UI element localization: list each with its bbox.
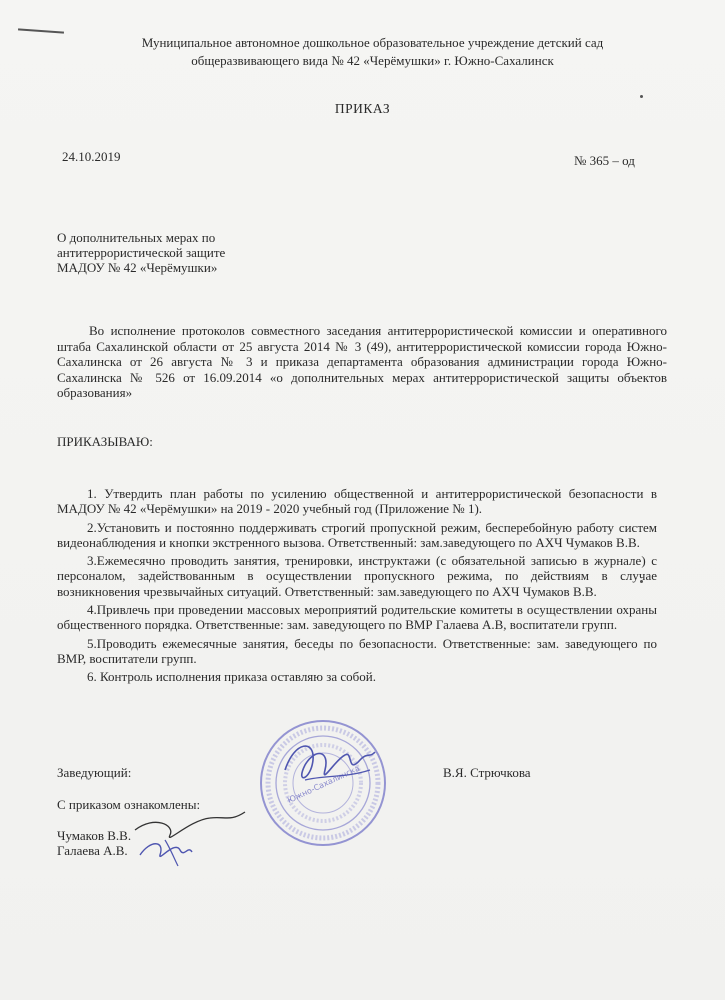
scan-speck bbox=[640, 95, 643, 98]
order-item: 3.Ежемесячно проводить занятия, тренировки, инструктажи (с обязательной записью в журнале) с персоналом, задействованным в осуществлении пропускного режима, по действиям в случае возникновения чрезвычайных ситуаций. Ответственный: зам.заведующего по АХЧ Чумаков В.В. bbox=[57, 553, 657, 599]
acknowledgement-names bbox=[57, 828, 131, 858]
order-item: 4.Привлечь при проведении массовых мероприятий родительские комитеты в осуществлении охраны общественного порядка. Ответственные: зам. заведующего по ВМР Галаева А.В, воспитатели групп. bbox=[57, 602, 657, 633]
preamble-paragraph: Во исполнение протоколов совместного заседания антитеррористической комиссии и оперативного штаба Сахалинской области от 25 августа 2014 № 3 (49), антитеррористичеcкой комиссии города Южно-Сахалинска от 26 августа № 3 и приказа департамента образования администрации города Южно-Сахалинска № 526 от 16.09.2014 «о дополнительных мерах антитеррористической защиты объектов образования» bbox=[57, 323, 667, 400]
order-item: 2.Установить и постоянно поддерживать строгий пропускной режим, бесперебойную работу систем видеонаблюдения и кнопки экстренного вызова. Ответственный: зам.заведующего по АХЧ Чумаков В.В. bbox=[57, 519, 657, 550]
order-item: 6. Контроль исполнения приказа оставляю за собой. bbox=[87, 669, 376, 685]
order-subject bbox=[57, 230, 297, 275]
subject-line: МАДОУ № 42 «Черёмушки» bbox=[57, 260, 218, 275]
director-signature bbox=[275, 730, 385, 805]
order-number: № 365 – од bbox=[574, 153, 635, 168]
header-line: общеразвивающего вида № 42 «Черёмушки» г. Южно-Сахалинск bbox=[191, 53, 554, 68]
acknowledgement-label: С приказом ознакомлены: bbox=[57, 797, 201, 812]
header-line: Муниципальное автономное дошкольное образовательное учреждение детский сад bbox=[141, 35, 604, 50]
signatory-role: Заведующий: bbox=[57, 765, 132, 780]
subject-line: антитеррористической защите bbox=[57, 245, 226, 260]
subject-line: О дополнительных мерах по bbox=[57, 230, 216, 245]
acknowledgement-name: Галаева А.В. bbox=[57, 843, 128, 858]
order-heading: ПРИКАЗЫВАЮ: bbox=[57, 434, 153, 449]
scan-mark bbox=[18, 28, 64, 33]
acknowledgement-signatures bbox=[130, 800, 250, 870]
document-title: ПРИКАЗ bbox=[334, 101, 391, 116]
order-item: 1. Утвердить план работы по усилению общественной и антитеррористической безопасности в МАДОУ № 42 «Черёмушки» на 2019 - 2020 учебный год (Приложение № 1). bbox=[57, 486, 657, 517]
stamp-center-text: Южно-Сахалинска bbox=[286, 763, 362, 806]
order-items bbox=[57, 486, 657, 688]
acknowledgement-name: Чумаков В.В. bbox=[57, 828, 132, 843]
signatory-name: В.Я. Стрючкова bbox=[443, 765, 531, 780]
order-item: 5.Проводить ежемесячные занятия, беседы по безопасности. Ответственные: зам. заведующего по ВМР, воспитатели групп. bbox=[57, 635, 657, 666]
order-date: 24.10.2019 bbox=[62, 149, 121, 164]
institution-header bbox=[60, 34, 685, 70]
